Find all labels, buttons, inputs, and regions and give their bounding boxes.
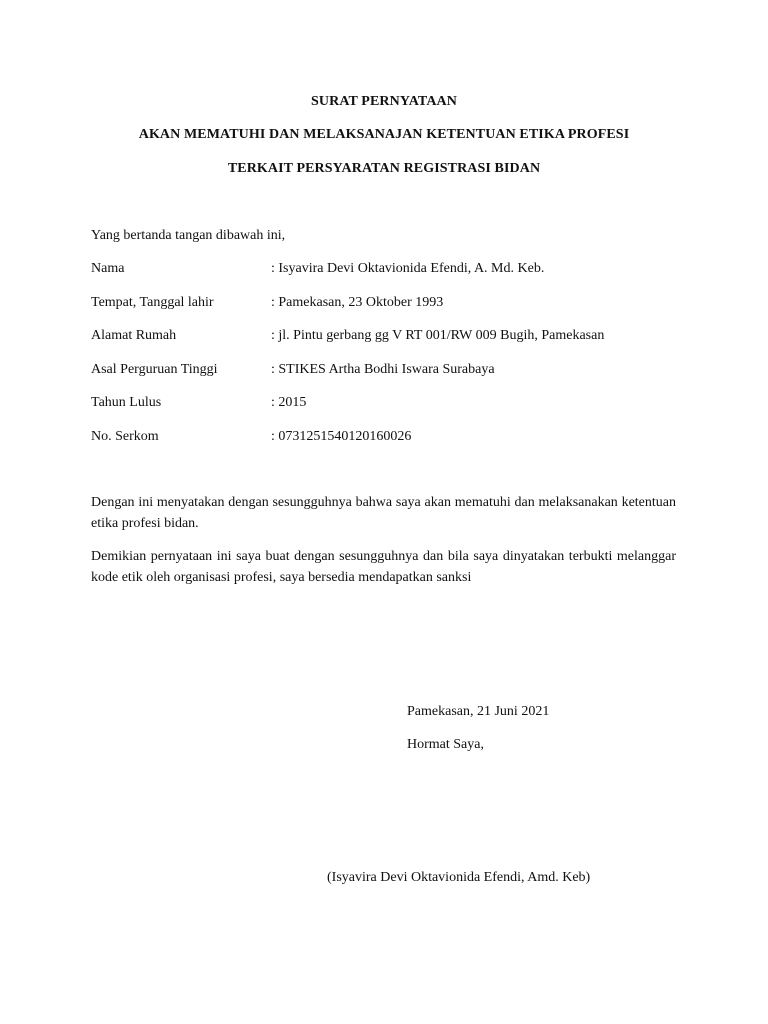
field-row-asal-perguruan-tinggi bbox=[91, 362, 691, 396]
identity-fields bbox=[91, 261, 691, 462]
field-row-tahun-lulus bbox=[91, 395, 691, 429]
closing-salutation: Hormat Saya, bbox=[407, 737, 484, 752]
field-label: Tahun Lulus bbox=[91, 395, 162, 410]
field-label: Asal Perguruan Tinggi bbox=[91, 361, 218, 377]
field-label: Nama bbox=[91, 261, 125, 276]
intro-text: Yang bertanda tangan dibawah ini, bbox=[91, 228, 286, 243]
signer-name: (Isyavira Devi Oktavionida Efendi, Amd. Keb) bbox=[327, 870, 591, 885]
place-date: Pamekasan, 21 Juni 2021 bbox=[407, 704, 550, 719]
field-label: Tempat, Tanggal lahir bbox=[91, 294, 214, 310]
field-value: : jl. Pintu gerbang gg V RT 001/RW 009 Bugih, Pamekasan bbox=[271, 328, 605, 343]
field-label: Alamat Rumah bbox=[91, 328, 177, 343]
field-value: : 0731251540120160026 bbox=[271, 428, 412, 444]
document-title: SURAT PERNYATAAN bbox=[311, 94, 457, 109]
field-row-alamat-rumah bbox=[91, 328, 691, 362]
field-row-nama bbox=[91, 261, 691, 295]
field-row-no-serkom bbox=[91, 429, 691, 463]
field-label: No. Serkom bbox=[91, 428, 159, 444]
document-subtitle-2: TERKAIT PERSYARATAN REGISTRASI BIDAN bbox=[227, 161, 541, 176]
field-value: : Pamekasan, 23 Oktober 1993 bbox=[271, 294, 444, 310]
closing-paragraph: Demikian pernyataan ini saya buat dengan sesungguhnya dan bila saya dinyatakan terbukti melanggar kode etik oleh organisasi profesi, saya bersedia mendapatkan sanksi bbox=[91, 549, 676, 585]
field-value: : STIKES Artha Bodhi Iswara Surabaya bbox=[271, 361, 495, 377]
field-value: : Isyavira Devi Oktavionida Efendi, A. Md. Keb. bbox=[271, 261, 545, 276]
statement-paragraph: Dengan ini menyatakan dengan sesungguhnya bahwa saya akan mematuhi dan melaksanakan ketentuan etika profesi bidan. bbox=[91, 495, 676, 531]
field-row-tempat-tanggal-lahir bbox=[91, 295, 691, 329]
field-value: : 2015 bbox=[271, 395, 307, 410]
document-subtitle-1: AKAN MEMATUHI DAN MELAKSANAJAN KETENTUAN ETIKA PROFESI bbox=[138, 127, 630, 142]
